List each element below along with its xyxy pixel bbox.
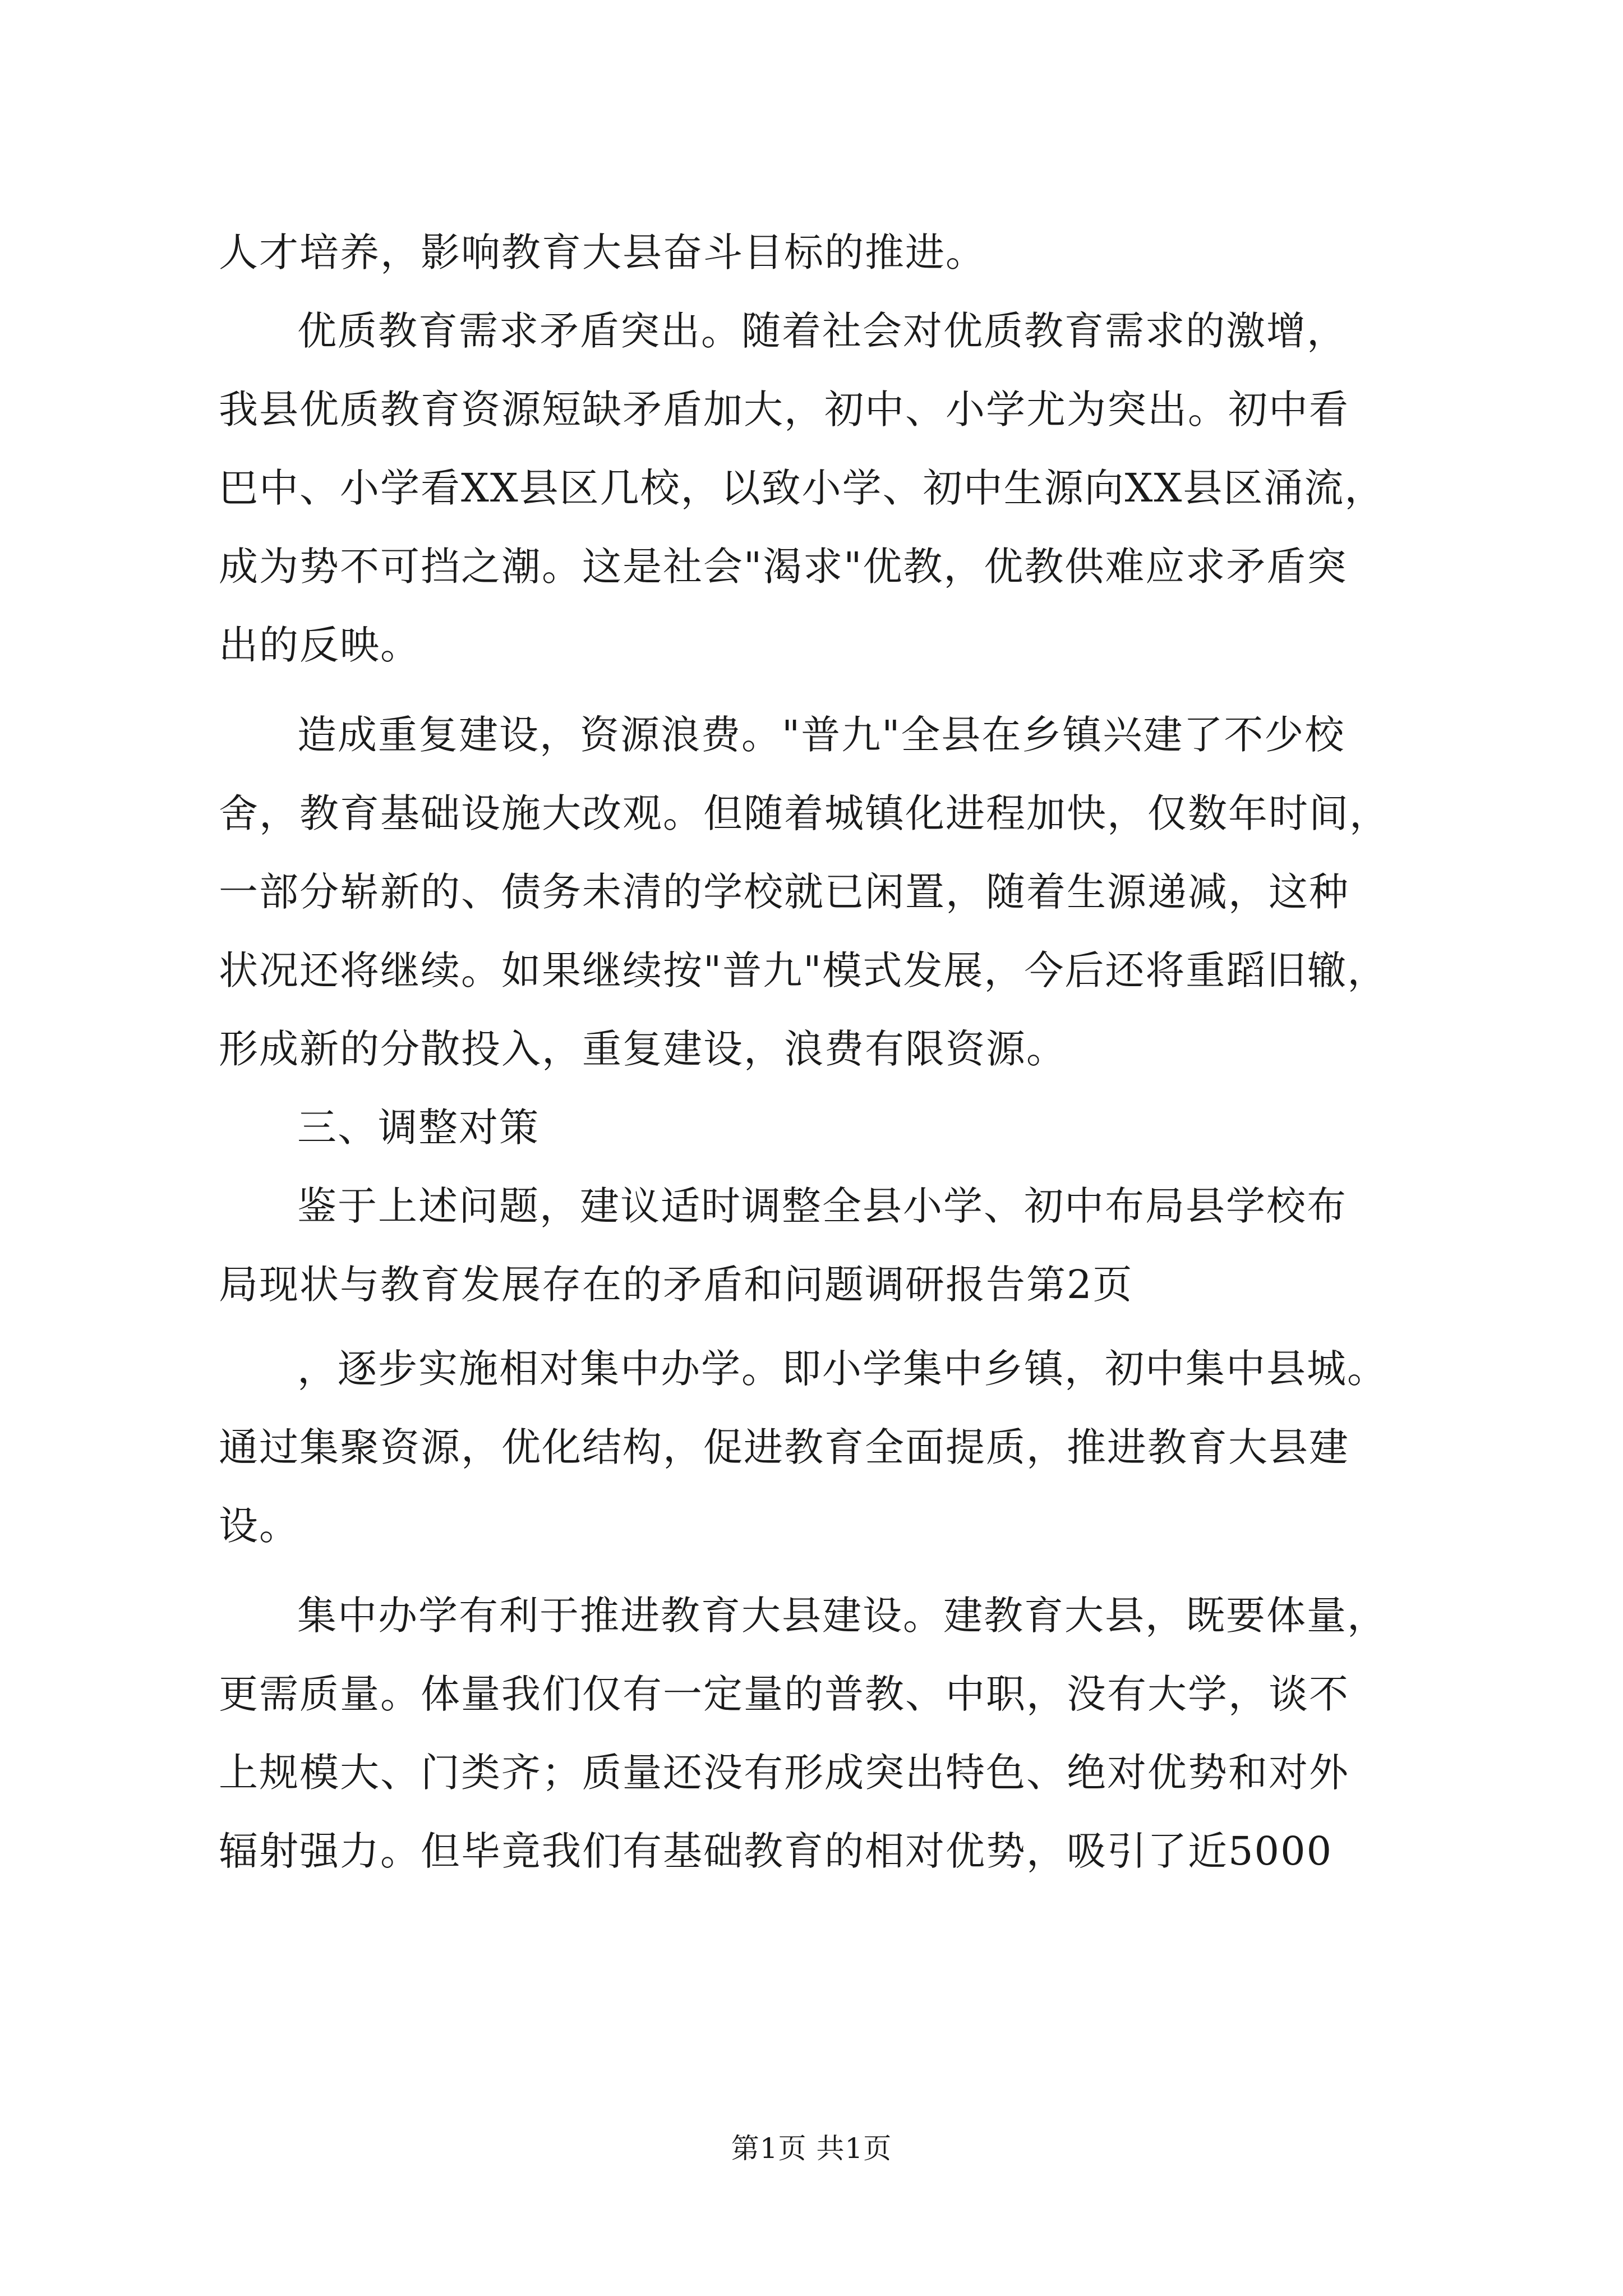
text-line: 我县优质教育资源短缺矛盾加大，初中、小学尤为突出。初中看 — [219, 386, 1349, 432]
text-line: 舍，教育基础设施大改观。但随着城镇化进程加快，仅数年时间， — [219, 790, 1390, 836]
text-line: 集中办学有利于推进教育大县建设。建教育大县，既要体量， — [297, 1593, 1387, 1639]
text-line: 形成新的分散投入，重复建设，浪费有限资源。 — [219, 1026, 1067, 1072]
text-line: 鉴于上述问题，建议适时调整全县小学、初中布局县学校布 — [297, 1183, 1347, 1229]
text-line: ，逐步实施相对集中办学。即小学集中乡镇，初中集中县城。 — [297, 1346, 1387, 1392]
page-footer: 第1页 共1页 — [731, 2132, 892, 2165]
text-line: 巴中、小学看XX县区几校，以致小学、初中生源向XX县区涌流， — [219, 465, 1385, 511]
section-heading: 三、调整对策 — [297, 1105, 540, 1151]
text-line: 上规模大、门类齐；质量还没有形成突出特色、绝对优势和对外 — [219, 1750, 1349, 1796]
text-line: 更需质量。体量我们仅有一定量的普教、中职，没有大学，谈不 — [219, 1671, 1349, 1717]
text-line: 设。 — [219, 1503, 299, 1549]
text-line: 一部分崭新的、债务未清的学校就已闲置，随着生源递减，这种 — [219, 869, 1349, 915]
text-line: 辐射强力。但毕竟我们有基础教育的相对优势，吸引了近5000 — [219, 1828, 1333, 1874]
text-line: 状况还将继续。如果继续按"普九"模式发展，今后还将重蹈旧辙， — [219, 947, 1388, 993]
text-line: 人才培养，影响教育大县奋斗目标的推进。 — [219, 229, 986, 275]
text-line: 局现状与教育发展存在的矛盾和问题调研报告第2页 — [219, 1262, 1133, 1308]
text-line: 造成重复建设，资源浪费。"普九"全县在乡镇兴建了不少校 — [297, 712, 1345, 758]
text-line: 成为势不可挡之潮。这是社会"渴求"优教，优教供难应求矛盾突 — [219, 544, 1348, 590]
text-line: 出的反映。 — [219, 622, 421, 668]
text-line: 通过集聚资源，优化结构，促进教育全面提质，推进教育大县建 — [219, 1424, 1349, 1470]
text-line: 优质教育需求矛盾突出。随着社会对优质教育需求的激增， — [297, 308, 1347, 354]
